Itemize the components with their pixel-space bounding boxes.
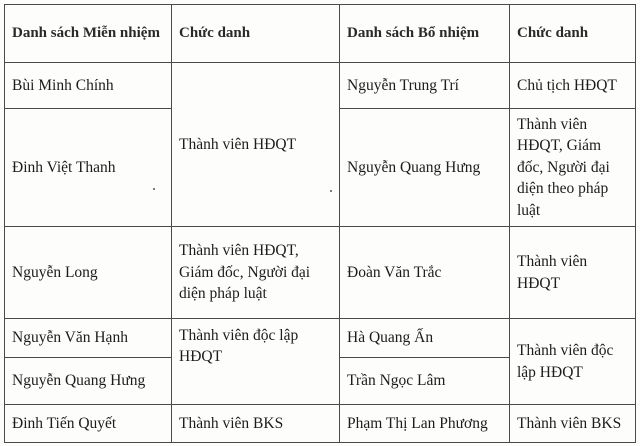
scan-speck (153, 188, 155, 190)
dismissed-name: Nguyễn Văn Hạnh (5, 319, 172, 358)
appointed-name: Đoàn Văn Trắc (340, 227, 510, 319)
table-row (5, 227, 636, 319)
header-dismissed-list: Danh sách Miễn nhiệm (5, 5, 172, 63)
appointed-name: Hà Quang Ấn (340, 319, 510, 358)
appointed-title: Chủ tịch HĐQT (510, 63, 636, 109)
dismissed-title: Thành viên độc lập HĐQT (172, 319, 340, 405)
appointed-name: Trần Ngọc Lâm (340, 358, 510, 405)
header-row (5, 5, 636, 63)
dismissed-name: Đinh Việt Thanh (5, 109, 172, 227)
dismissed-title: Thành viên HĐQT (172, 63, 340, 227)
appointed-title: Thành viên HĐQT (510, 227, 636, 319)
dismissed-name: Bùi Minh Chính (5, 63, 172, 109)
dismissed-name: Đinh Tiến Quyết (5, 405, 172, 443)
appointed-title: Thành viên độc lập HĐQT (510, 319, 636, 405)
header-appointed-title: Chức danh (510, 5, 636, 63)
dismissed-name: Nguyễn Long (5, 227, 172, 319)
dismissed-name: Nguyễn Quang Hưng (5, 358, 172, 405)
table-row (5, 63, 636, 109)
appointed-title: Thành viên HĐQT, Giám đốc, Người đại diện theo pháp luật (510, 109, 636, 227)
table-row (5, 405, 636, 443)
appointment-table (4, 4, 636, 443)
appointed-title: Thành viên BKS (510, 405, 636, 443)
appointed-name: Phạm Thị Lan Phương (340, 405, 510, 443)
header-appointed-list: Danh sách Bổ nhiệm (340, 5, 510, 63)
appointed-name: Nguyễn Trung Trí (340, 63, 510, 109)
scan-speck (330, 190, 332, 192)
header-dismissed-title: Chức danh (172, 5, 340, 63)
table-row (5, 319, 636, 358)
dismissed-title: Thành viên BKS (172, 405, 340, 443)
dismissed-title: Thành viên HĐQT, Giám đốc, Người đại diện pháp luật (172, 227, 340, 319)
appointed-name: Nguyễn Quang Hưng (340, 109, 510, 227)
